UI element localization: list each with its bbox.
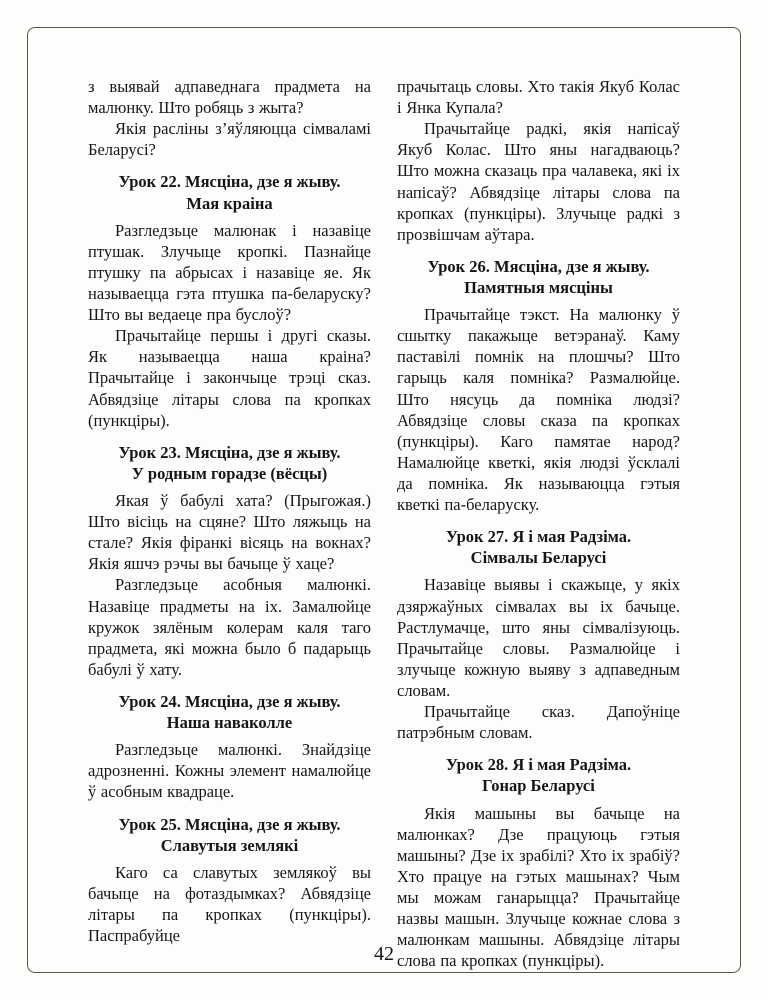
paragraph: Назавіце выявы і скажыце, у якіх дзяржаўных сімвалах вы іх бачыце. Растлумачце, што яны сімвалізуюць. Прачытайце словы. Размалюйце і злучыце кожную выяву з адпаведным словам. [397,575,680,700]
paragraph: Разгледзьце малюнкі. Знайдзіце адрозненні. Кожны элемент намалюйце ў асобным квадраце. [88,740,371,802]
lesson-heading [88,171,371,213]
paragraph: Прачытайце сказ. Дапоўніце патрэбным словам. [397,702,680,743]
paragraph: з выявай адпаведнага прадмета на малюнку. Што робяць з жыта? [88,77,371,118]
paragraph: Прачытайце першы і другі сказы. Як называецца наша краіна? Прачытайце і закончыце трэці сказ. Абвядзіце літары слова па кропках (пункціры). [88,326,371,430]
paragraph: Каго са славутых землякоў вы бачыце на фотаздымках? Абвядзіце літары па кропках (пункціры). Паспрабуйце [88,862,371,946]
paragraph: Якія машыны вы бачыце на малюнках? Дзе працуюць гэтыя машыны? Дзе іх зрабілі? Хто іх зрабіў? Хто працуе на гэтых машынах? Чым мы можам ганарыцца? Прачытайце назвы машын. Злучыце кожнае слова з малюнкам машыны. Абвядзіце літары слова па кропках (пункціры). [397,803,680,971]
lesson-heading-line: Наша наваколле [166,713,293,733]
lesson-heading-line: Славутыя землякі [160,835,299,855]
lesson-heading-line: Мая краіна [186,193,273,213]
paragraph: Якая ў бабулі хата? (Прыгожая.) Што вісіць на сцяне? Што ляжыць на стале? Якія фіранкі вісяць на вокнах? Якія яшчэ рэчы вы бачыце ў хаце? [88,490,371,574]
lesson-heading-line: Урок 23. Мясціна, дзе я жыву. [118,442,341,462]
lesson-heading-line: Сімвалы Беларусі [470,548,607,568]
text-columns [88,76,680,971]
lesson-heading [397,754,680,796]
lesson-heading [397,256,680,298]
paragraph: Разгледзьце малюнак і назавіце птушак. Злучыце кропкі. Пазнайце птушку па абрысах і назавіце яе. Як называецца гэта птушка па-беларуску? Што вы ведаеце пра буслоў? [88,220,371,325]
paragraph: Разгледзьце асобныя малюнкі. Назавіце прадметы на іх. Замалюйце кружок зялёным колерам каля таго прадмета, які можна было б падарыць бабулі ў хату. [88,575,371,679]
lesson-heading-line: Урок 28. Я і мая Радзіма. [445,755,632,775]
right-column [397,76,680,971]
lesson-heading-line: Урок 27. Я і мая Радзіма. [445,527,632,547]
paragraph: Прачытайце тэкст. На малюнку ў сшытку пакажыце ветэранаў. Каму паставілі помнік на плошчы? Што гарыць каля помніка? Размалюйце. Што нясуць да помніка людзі? Абвядзіце словы сказа па кропках (пункціры). Каго памятае народ? Намалюйце кветкі, якія людзі ўсклалі да помніка. Як называюцца гэтыя кветкі па-беларуску. [397,305,680,515]
lesson-heading [397,526,680,568]
lesson-heading-line: Урок 22. Мясціна, дзе я жыву. [118,172,341,192]
paragraph: прачытаць словы. Хто такія Якуб Колас і Янка Купала? [397,77,680,118]
lesson-heading [88,691,371,733]
lesson-heading-line: Памятныя мясціны [464,277,613,297]
left-column [88,76,371,946]
lesson-heading-line: У родным горадзе (вёсцы) [131,463,328,483]
lesson-heading-line: Урок 26. Мясціна, дзе я жыву. [427,256,650,276]
lesson-heading [88,442,371,484]
paragraph: Якія расліны з’яўляюцца сімваламі Беларусі? [88,119,371,160]
lesson-heading-line: Урок 25. Мясціна, дзе я жыву. [118,814,341,834]
lesson-heading-line: Гонар Беларусі [482,776,595,796]
page-number: 42 [374,943,394,965]
lesson-heading-line: Урок 24. Мясціна, дзе я жыву. [118,691,341,711]
paragraph: Прачытайце радкі, якія напісаў Якуб Колас. Што яны нагадваюць? Што можна сказаць пра чалавека, які іх напісаў? Абвядзіце літары слова па кропках (пункціры). Злучыце радкі з прозвішчам аўтара. [397,119,680,244]
lesson-heading [88,814,371,856]
